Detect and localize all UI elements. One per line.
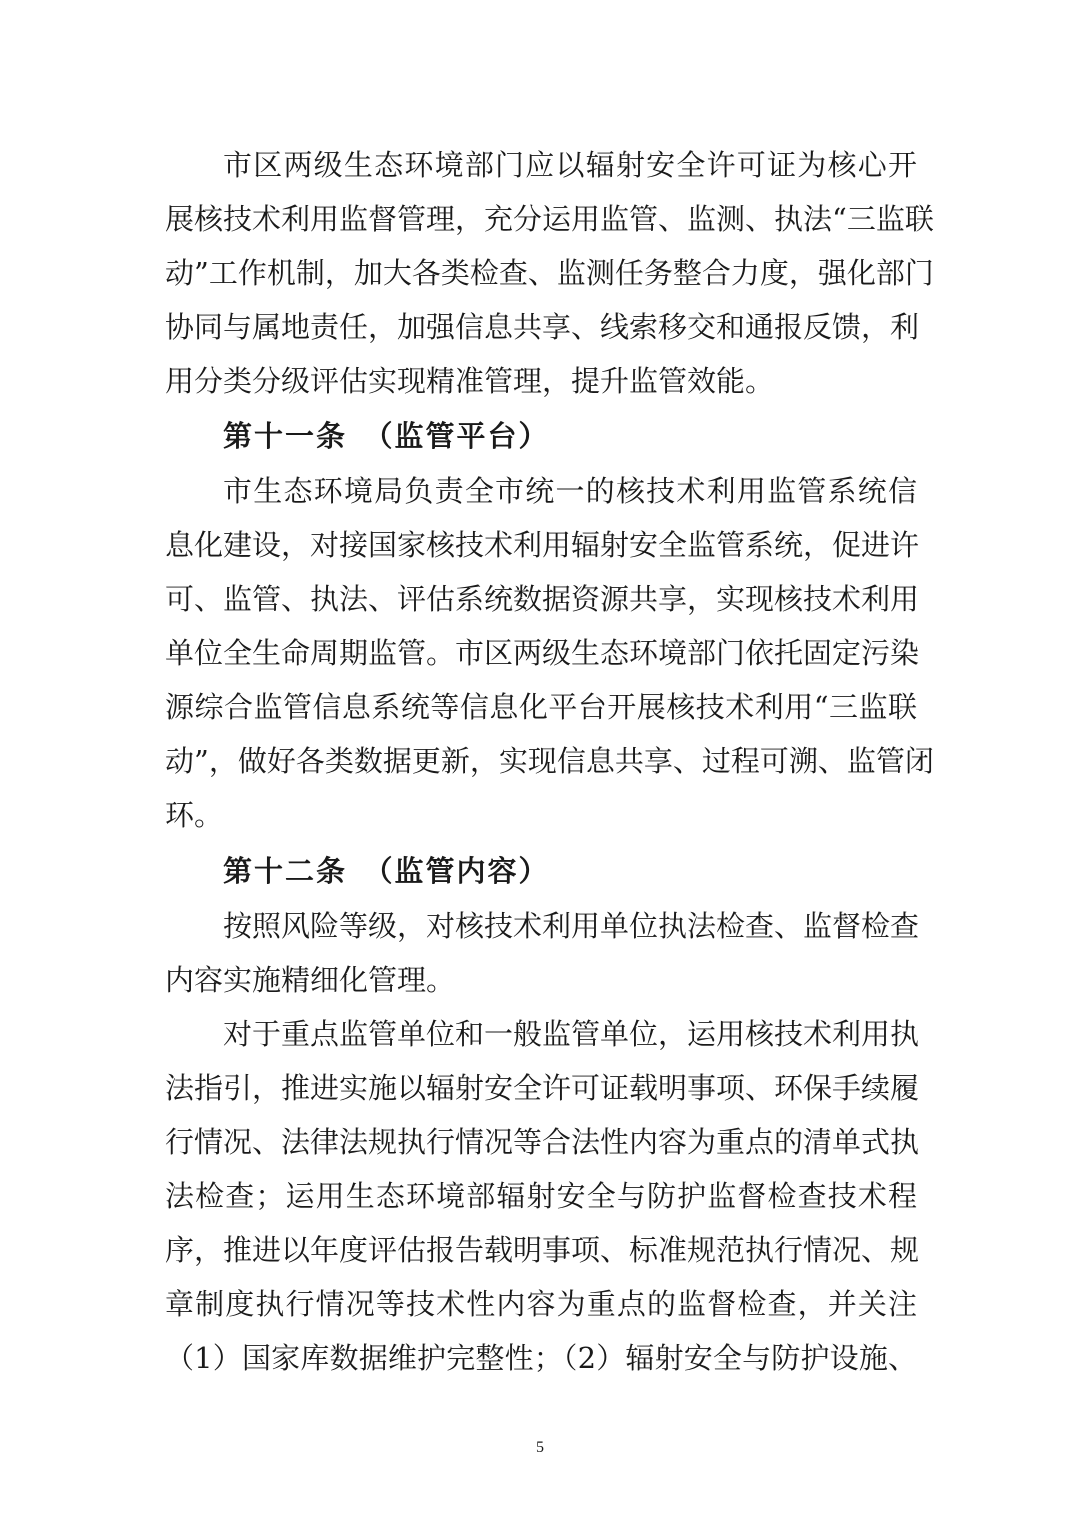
paragraph-line: 环。 bbox=[165, 798, 224, 832]
paragraph-line: （1）国家库数据维护完整性；（2）辐射安全与防护设施、 bbox=[165, 1341, 917, 1375]
paragraph-line: 对于重点监管单位和一般监管单位，运用核技术利用执 bbox=[223, 1017, 920, 1051]
paragraph-line: 可、监管、执法、评估系统数据资源共享，实现核技术利用 bbox=[165, 582, 920, 616]
paragraph-line: 展核技术利用监督管理，充分运用监管、监测、执法“三监联 bbox=[165, 202, 934, 236]
paragraph-line: 市区两级生态环境部门应以辐射安全许可证为核心开 bbox=[223, 148, 917, 182]
paragraph-line: 源综合监管信息系统等信息化平台开展核技术利用“三监联 bbox=[165, 690, 917, 724]
paragraph-line: 法指引，推进实施以辐射安全许可证载明事项、环保手续履 bbox=[165, 1071, 920, 1105]
paragraph-line: 单位全生命周期监管。市区两级生态环境部门依托固定污染 bbox=[165, 636, 920, 670]
paragraph-line: 行情况、法律法规执行情况等合法性内容为重点的清单式执 bbox=[165, 1125, 920, 1159]
paragraph-line: 章制度执行情况等技术性内容为重点的监督检查，并关注 bbox=[165, 1287, 917, 1321]
paragraph-line: 按照风险等级，对核技术利用单位执法检查、监督检查 bbox=[223, 909, 920, 943]
paragraph-line: 法检查；运用生态环境部辐射安全与防护监督检查技术程 bbox=[165, 1179, 917, 1213]
paragraph-line: 内容实施精细化管理。 bbox=[165, 963, 456, 997]
paragraph-line: 动”工作机制，加大各类检查、监测任务整合力度，强化部门 bbox=[165, 256, 934, 290]
paragraph-line: 息化建设，对接国家核技术利用辐射安全监管系统，促进许 bbox=[165, 528, 920, 562]
article-heading: 第十一条 （监管平台） bbox=[223, 419, 550, 453]
page-number: 5 bbox=[536, 1439, 544, 1456]
paragraph-line: 用分类分级评估实现精准管理，提升监管效能。 bbox=[165, 364, 775, 398]
article-heading: 第十二条 （监管内容） bbox=[223, 854, 550, 888]
paragraph-line: 协同与属地责任，加强信息共享、线索移交和通报反馈，利 bbox=[165, 310, 920, 344]
paragraph-line: 序，推进以年度评估报告载明事项、标准规范执行情况、规 bbox=[165, 1233, 920, 1267]
paragraph-line: 市生态环境局负责全市统一的核技术利用监管系统信 bbox=[223, 474, 917, 508]
paragraph-line: 动”，做好各类数据更新，实现信息共享、过程可溯、监管闭 bbox=[165, 744, 934, 778]
